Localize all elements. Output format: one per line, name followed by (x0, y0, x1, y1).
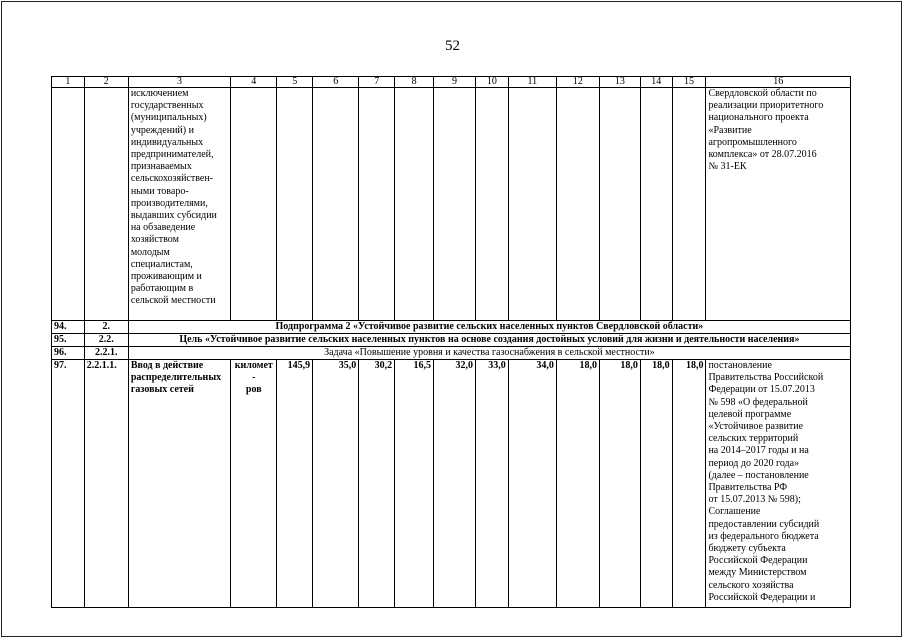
indicator-row (52, 360, 851, 608)
row-number: 94. (52, 321, 85, 334)
value-cell: 18,0 (672, 360, 706, 608)
empty-cell (52, 88, 85, 321)
col-number: 16 (706, 77, 851, 88)
col-number: 6 (313, 77, 359, 88)
col-number: 7 (359, 77, 395, 88)
value-cell: 30,2 (359, 360, 395, 608)
value-cell: 35,0 (313, 360, 359, 608)
empty-cell (599, 88, 640, 321)
indicator-name-cell: Ввод в действие распределительных газовых сетей (128, 360, 230, 608)
column-number-row (52, 77, 851, 88)
value-cell: 145,9 (277, 360, 313, 608)
empty-cell (508, 88, 556, 321)
col-number: 4 (231, 77, 277, 88)
empty-cell (313, 88, 359, 321)
col-number: 11 (508, 77, 556, 88)
col-number: 1 (52, 77, 85, 88)
empty-cell (476, 88, 509, 321)
col-number: 10 (476, 77, 509, 88)
col-number: 3 (128, 77, 230, 88)
goal-title: Цель «Устойчивое развитие сельских населенных пунктов на основе создания достойных условий для жизни и деятельности населения» (128, 334, 850, 347)
value-cell: 16,5 (395, 360, 434, 608)
empty-cell (434, 88, 476, 321)
col-number: 8 (395, 77, 434, 88)
col-number: 9 (434, 77, 476, 88)
col-number: 14 (640, 77, 672, 88)
value-cell: 18,0 (599, 360, 640, 608)
empty-cell (84, 88, 128, 321)
unit-cell: километ- ров (231, 360, 277, 608)
empty-cell (359, 88, 395, 321)
row-code: 2. (84, 321, 128, 334)
value-cell: 34,0 (508, 360, 556, 608)
task-title: Задача «Повышение уровня и качества газоснабжения в сельской местности» (128, 347, 850, 360)
col-number: 2 (84, 77, 128, 88)
empty-cell (556, 88, 599, 321)
source-cell: постановление Правительства Российской Федерации от 15.07.2013 № 598 «О федеральной целевой программе «Устойчивое развитие сельских территорий на 2014–2017 годы и на период до 2020 года» (далее – постановление Правительства РФ от 15.07.2013 № 598); Соглашение предоставлении субсидий из федерального бюджета бюджету субъекта Российской Федерации между Министерством сельского хозяйства Российской Федерации и (706, 360, 851, 608)
goal-row (52, 334, 851, 347)
value-cell: 32,0 (434, 360, 476, 608)
empty-cell (672, 88, 706, 321)
task-row (52, 347, 851, 360)
continuation-row (52, 88, 851, 321)
empty-cell (231, 88, 277, 321)
value-cell: 33,0 (476, 360, 509, 608)
subprogram-row (52, 321, 851, 334)
empty-cell (277, 88, 313, 321)
col-number: 13 (599, 77, 640, 88)
row-number: 97. (52, 360, 85, 608)
value-cell: 18,0 (556, 360, 599, 608)
col-number: 12 (556, 77, 599, 88)
subprogram-title: Подпрограмма 2 «Устойчивое развитие сельских населенных пунктов Свердловской области» (128, 321, 850, 334)
row-number: 95. (52, 334, 85, 347)
col-number: 5 (277, 77, 313, 88)
value-cell: 18,0 (640, 360, 672, 608)
page-number: 52 (445, 38, 460, 54)
indicators-table (51, 76, 851, 608)
row-code: 2.2. (84, 334, 128, 347)
col-number: 15 (672, 77, 706, 88)
empty-cell (395, 88, 434, 321)
source-cell: Свердловской области по реализации приоритетного национального проекта «Развитие агропромышленного комплекса» от 28.07.2016 № 31-ЕК (706, 88, 851, 321)
row-code: 2.2.1. (84, 347, 128, 360)
indicator-name-cell: исключением государственных (муниципальных) учреждений) и индивидуальных предпринимателей, признаваемых сельскохозяйствен- ными товаро- производителями, выдавших субсидии на обзаведение хозяйством молодым специалистам, проживающим и работающим в сельской местности (128, 88, 230, 321)
row-code: 2.2.1.1. (84, 360, 128, 608)
empty-cell (640, 88, 672, 321)
row-number: 96. (52, 347, 85, 360)
